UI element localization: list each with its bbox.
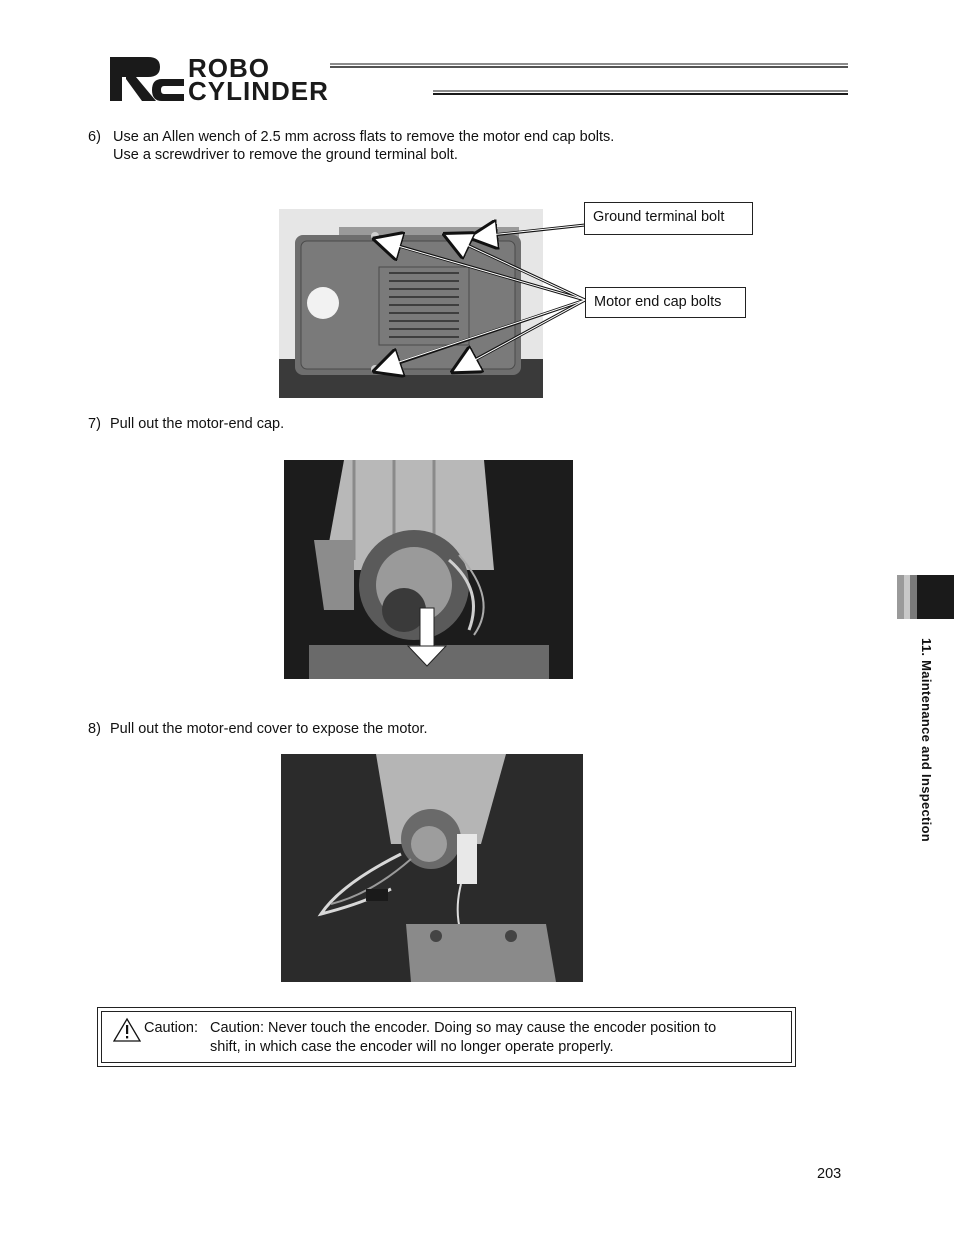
ground-terminal-bolt-callout: Ground terminal bolt: [584, 202, 753, 235]
motor-end-cap-bolts-callout: Motor end cap bolts: [585, 287, 746, 318]
logo-text-cylinder: CYLINDER: [188, 76, 329, 105]
chapter-tab-block: [917, 575, 954, 619]
step-7-number: 7): [88, 416, 101, 432]
step-8-line1: Pull out the motor-end cover to expose the motor.: [110, 721, 428, 737]
caution-line2: shift, in which case the encoder will no longer operate properly.: [210, 1039, 614, 1055]
caution-box: [97, 1007, 796, 1067]
pull-motor-end-cap-photo: [284, 460, 573, 679]
step-6-line1: Use an Allen wench of 2.5 mm across flats to remove the motor end cap bolts.: [113, 129, 615, 145]
page-number: 203: [817, 1166, 842, 1182]
step-7-line1: Pull out the motor-end cap.: [110, 416, 285, 432]
caution-line1: Caution: Never touch the encoder. Doing so may cause the encoder position to: [210, 1020, 717, 1036]
callout-arrows: [0, 0, 954, 420]
caution-label: Caution:: [144, 1020, 199, 1036]
chapter-side-title: 11. Maintenance and Inspection: [919, 638, 934, 843]
logo-text-robo: ROBO: [188, 55, 270, 83]
step-8-number: 8): [88, 721, 101, 737]
warning-triangle-icon: [113, 1017, 141, 1043]
motor-exposed-photo: [281, 754, 583, 982]
chapter-tab-stripes: [897, 575, 917, 619]
step-6-number: 6): [88, 129, 101, 145]
step-6-line2: Use a screwdriver to remove the ground terminal bolt.: [113, 147, 458, 163]
